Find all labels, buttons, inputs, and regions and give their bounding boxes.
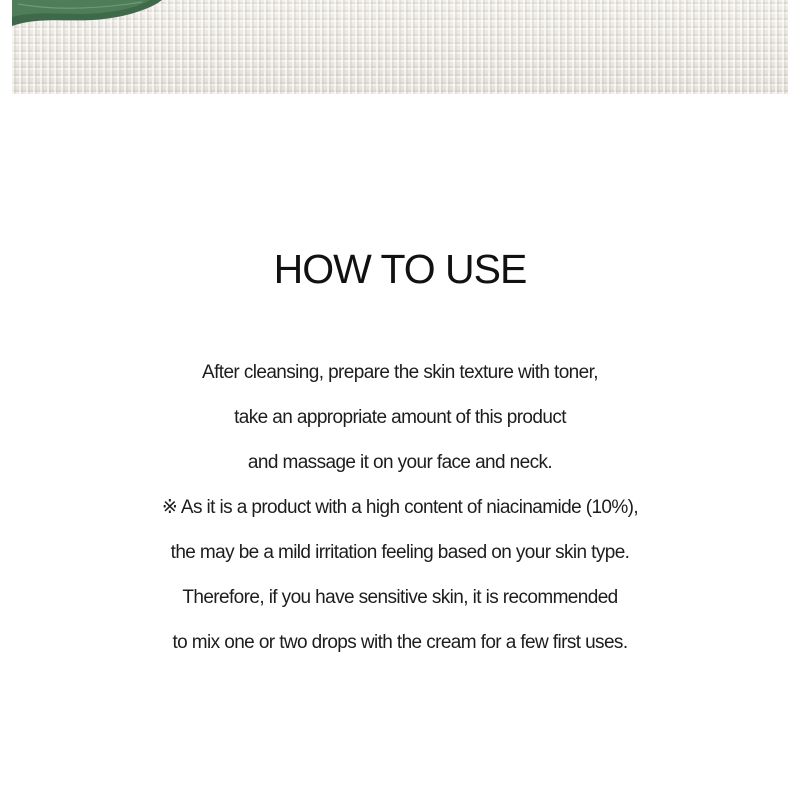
- leaf-icon: [12, 0, 192, 94]
- instruction-line: ※ As it is a product with a high content of niacinamide (10%),: [161, 497, 639, 518]
- instruction-line: the may be a mild irritation feeling based on your skin type.: [170, 542, 630, 563]
- instruction-line: and massage it on your face and neck.: [247, 452, 553, 473]
- instruction-line: After cleansing, prepare the skin texture with toner,: [202, 362, 598, 383]
- instruction-line: to mix one or two drops with the cream for a few first uses.: [172, 632, 628, 653]
- instruction-line: Therefore, if you have sensitive skin, it is recommended: [182, 587, 618, 608]
- instructions-text: [0, 358, 800, 673]
- instruction-line: take an appropriate amount of this product: [234, 407, 566, 428]
- header-image: [12, 0, 788, 94]
- section-title: HOW TO USE: [273, 246, 527, 292]
